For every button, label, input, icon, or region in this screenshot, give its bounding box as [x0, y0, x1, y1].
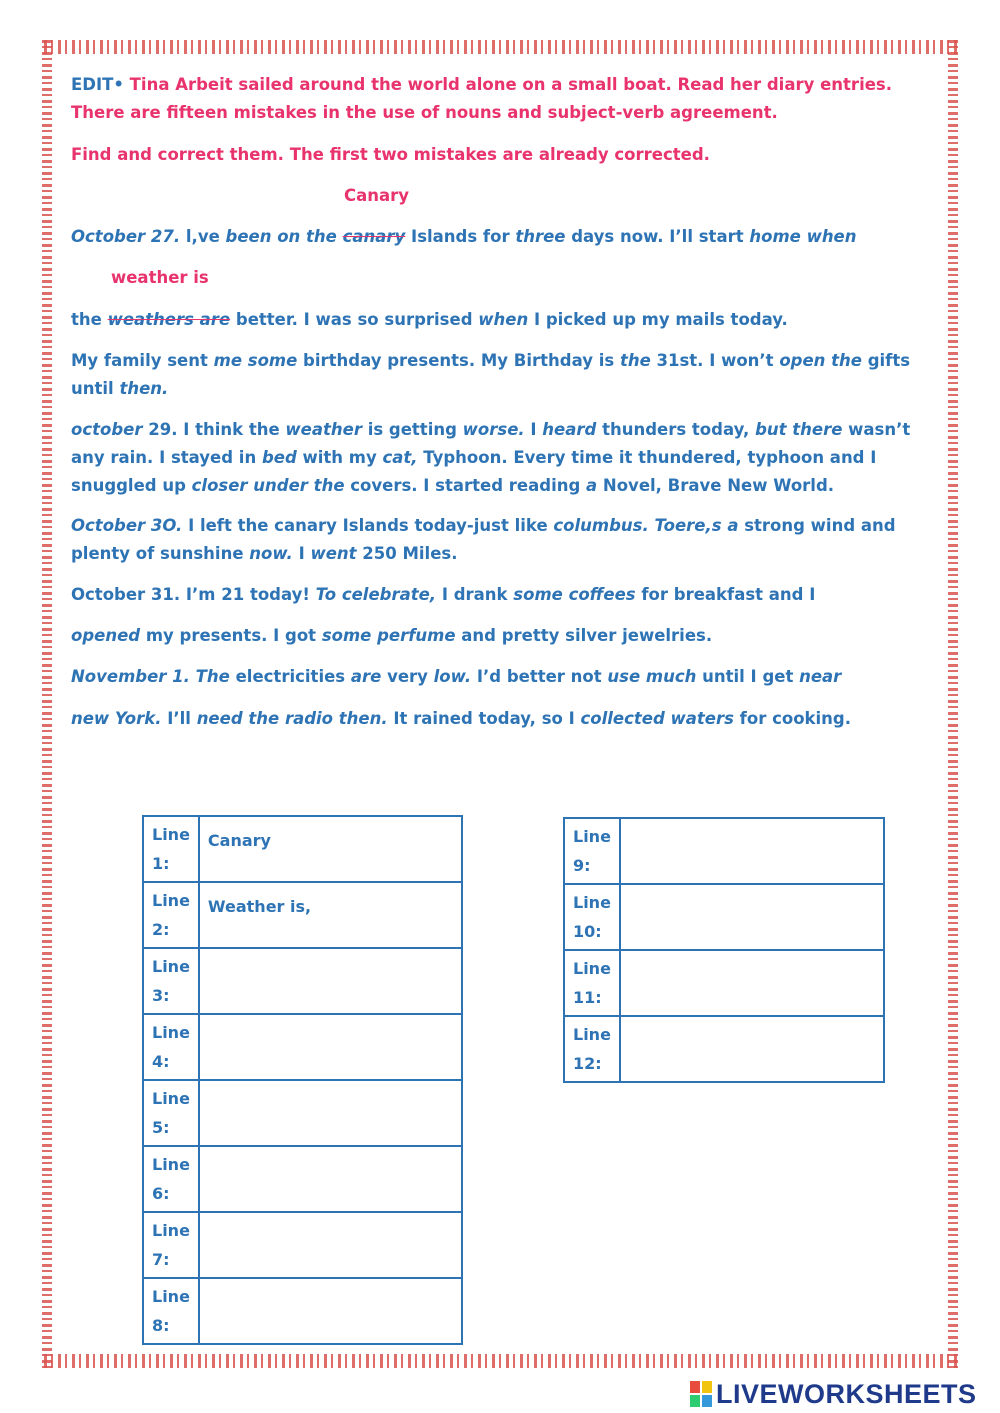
diary-oct30-line-1: October 3O. I left the canary Islands today-just like columbus. Toere,s a strong wind and	[71, 516, 896, 535]
edit-label: EDIT•	[71, 75, 124, 94]
line-number: 9:	[573, 856, 591, 875]
line-number: 2:	[152, 920, 170, 939]
answer-row	[564, 818, 884, 884]
answer-cell[interactable]	[199, 1014, 462, 1080]
decorative-border-bottom	[44, 1354, 958, 1368]
instructions-line-2: There are fifteen mistakes in the use of nouns and subject-verb agreement.	[71, 103, 778, 122]
diary-oct29-line-1: october 29. I think the weather is getting worse. I heard thunders today, but there wasn’t	[71, 420, 911, 439]
logo-text: LIVEWORKSHEETS	[716, 1378, 977, 1409]
answer-row-label	[564, 818, 620, 884]
diary-nov1-line-2: new York. I’ll need the radio then. It rained today, so I collected waters for cooking.	[71, 709, 851, 728]
answer-row	[143, 816, 462, 882]
answer-row-label	[143, 882, 199, 948]
answer-cell[interactable]	[199, 1080, 462, 1146]
line-number: 3:	[152, 986, 170, 1005]
answer-row-label	[143, 1080, 199, 1146]
answer-row-label	[143, 1014, 199, 1080]
decorative-border-left	[42, 40, 52, 1368]
line-word: Line	[573, 959, 611, 978]
line-number: 1:	[152, 854, 170, 873]
answer-row-label	[143, 1146, 199, 1212]
diary-family-line-1: My family sent me some birthday presents. My Birthday is the 31st. I won’t open the gifts	[71, 351, 911, 370]
diary-family-line-2: until then.	[71, 379, 169, 398]
answer-cell[interactable]: Weather is,	[199, 882, 462, 948]
line-number: 4:	[152, 1052, 170, 1071]
liveworksheets-logo	[690, 1376, 977, 1412]
answer-row-label	[143, 816, 199, 882]
line-number: 7:	[152, 1250, 170, 1269]
line-word: Line	[573, 893, 611, 912]
answer-row-label	[564, 1016, 620, 1082]
line-word: Line	[152, 1221, 190, 1240]
line-word: Line	[152, 891, 190, 910]
line-word: Line	[152, 825, 190, 844]
answer-cell[interactable]	[199, 1146, 462, 1212]
line-number: 10:	[573, 922, 602, 941]
answer-cell[interactable]	[620, 1016, 884, 1082]
answer-cell[interactable]	[199, 1278, 462, 1344]
diary-oct29-line-3: snuggled up closer under the covers. I started reading a Novel, Brave New World.	[71, 476, 835, 495]
answer-row-label	[143, 948, 199, 1014]
diary-oct27-line-1: October 27. l,ve been on the canary Islands for three days now. I’ll start home when	[71, 227, 857, 246]
answer-row	[143, 1212, 462, 1278]
line-number: 5:	[152, 1118, 170, 1137]
answer-table-right	[563, 817, 885, 1083]
answer-row-label	[143, 1212, 199, 1278]
diary-oct27-line-2: the weathers are better. I was so surprised when I picked up my mails today.	[71, 310, 788, 329]
logo-icon	[690, 1381, 712, 1407]
struck-canary: canary	[342, 227, 406, 246]
instructions-line-1	[71, 71, 892, 99]
answer-row-label	[564, 884, 620, 950]
answer-row	[143, 1080, 462, 1146]
answer-row	[143, 1014, 462, 1080]
answer-row	[564, 1016, 884, 1082]
line-number: 11:	[573, 988, 602, 1007]
answer-cell[interactable]	[199, 1212, 462, 1278]
decorative-border-top	[44, 40, 958, 54]
line-number: 12:	[573, 1054, 602, 1073]
instructions-line-3: Find and correct them. The first two mistakes are already corrected.	[71, 145, 710, 164]
answer-row	[143, 882, 462, 948]
answer-row	[143, 948, 462, 1014]
decorative-border-right	[948, 40, 958, 1368]
line-number: 6:	[152, 1184, 170, 1203]
line-word: Line	[152, 1023, 190, 1042]
answer-row-label	[143, 1278, 199, 1344]
struck-weathers-are: weathers are	[107, 310, 231, 329]
answer-row-label	[564, 950, 620, 1016]
diary-oct31-line-2: opened my presents. I got some perfume and pretty silver jewelries.	[71, 626, 713, 645]
line-word: Line	[152, 957, 190, 976]
line-word: Line	[152, 1089, 190, 1108]
line-word: Line	[573, 1025, 611, 1044]
line-number: 8:	[152, 1316, 170, 1335]
answer-row	[564, 884, 884, 950]
answer-table-left	[142, 815, 463, 1345]
line-word: Line	[152, 1287, 190, 1306]
diary-oct31-line-1: October 31. I’m 21 today! To celebrate, I drank some coffees for breakfast and I	[71, 585, 816, 604]
answer-row	[143, 1146, 462, 1212]
diary-oct29-line-2: any rain. I stayed in bed with my cat, Typhoon. Every time it thundered, typhoon and I	[71, 448, 877, 467]
line-word: Line	[152, 1155, 190, 1174]
answer-cell[interactable]	[620, 950, 884, 1016]
answer-cell[interactable]	[199, 948, 462, 1014]
answer-cell[interactable]: Canary	[199, 816, 462, 882]
diary-oct30-line-2: plenty of sunshine now. I went 250 Miles.	[71, 544, 458, 563]
line-word: Line	[573, 827, 611, 846]
answer-row	[143, 1278, 462, 1344]
correction-weather-is: weather is	[111, 268, 209, 287]
answer-cell[interactable]	[620, 818, 884, 884]
answer-row	[564, 950, 884, 1016]
diary-nov1-line-1: November 1. The electricities are very low. I’d better not use much until I get near	[71, 667, 842, 686]
correction-canary: Canary	[344, 186, 410, 205]
answer-cell[interactable]	[620, 884, 884, 950]
instructions-text-1: Tina Arbeit sailed around the world alone on a small boat. Read her diary entries.	[129, 75, 893, 94]
